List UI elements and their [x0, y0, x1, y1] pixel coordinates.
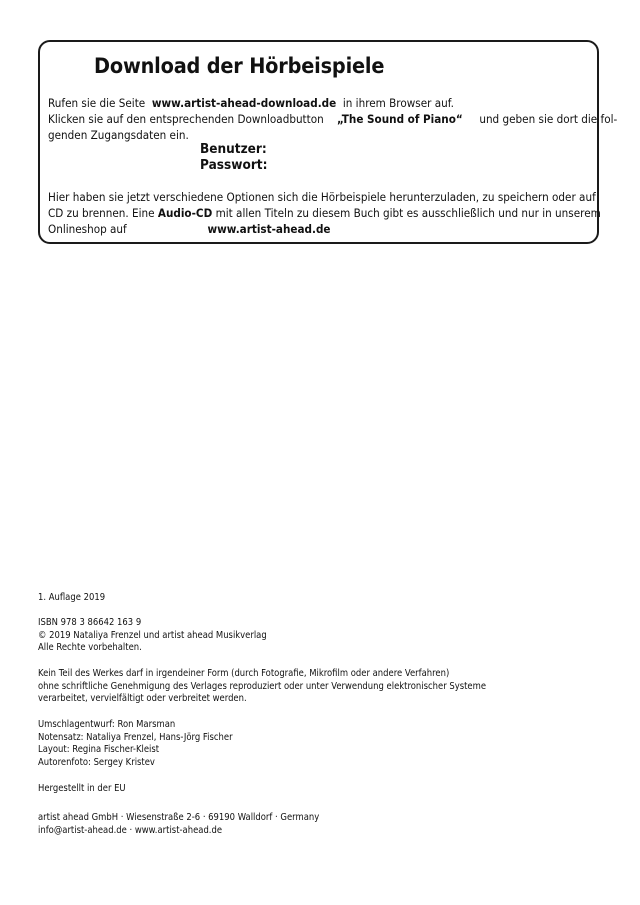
- instruction-text: Rufen sie die Seite: [48, 96, 146, 110]
- options-line-2: [48, 205, 601, 221]
- shop-url: www.artist-ahead.de: [207, 222, 331, 236]
- instruction-text: Klicken sie auf den entsprechenden Downloadbutton: [48, 112, 324, 126]
- password-label: Passwort:: [200, 157, 268, 173]
- made-in-text: Hergestellt in der EU: [38, 783, 126, 794]
- publisher-address: artist ahead GmbH · Wiesenstraße 2-6 · 69190 Walldorf · Germany: [38, 812, 320, 823]
- imprint-notice-block: [38, 668, 486, 706]
- isbn-text: ISBN 978 3 86642 163 9: [38, 617, 142, 628]
- audio-cd-label: Audio-CD: [157, 206, 213, 220]
- instruction-line-1: [48, 95, 454, 111]
- rights-text: Alle Rechte vorbehalten.: [38, 642, 142, 653]
- imprint-origin: [38, 783, 126, 796]
- options-text: mit allen Titeln zu diesem Buch gibt es ausschließlich und nur in unserem: [215, 206, 601, 220]
- cover-credit: Umschlagentwurf: Ron Marsman: [38, 719, 176, 730]
- notice-line: verarbeitet, vervielfältigt oder verbreitet werden.: [38, 693, 247, 704]
- download-button-name: „The Sound of Piano“: [337, 112, 463, 126]
- download-url: www.artist-ahead-download.de: [151, 96, 337, 110]
- layout-credit: Layout: Regina Fischer-Kleist: [38, 744, 160, 755]
- photo-credit: Autorenfoto: Sergey Kristev: [38, 756, 155, 768]
- instruction-line-2: [48, 111, 617, 127]
- notes-credit: Notensatz: Nataliya Frenzel, Hans-Jörg Fischer: [38, 731, 233, 743]
- instruction-line-3: genden Zugangsdaten ein.: [48, 128, 189, 142]
- options-text: CD zu brennen. Eine: [48, 206, 155, 220]
- options-line-1: Hier haben sie jetzt verschiedene Optionen sich die Hörbeispiele herunterzuladen, zu speichern oder auf: [48, 190, 596, 204]
- notice-line: Kein Teil des Werkes darf in irgendeiner Form (durch Fotografie, Mikrofilm oder andere Verfahren): [38, 668, 450, 679]
- imprint-rights-block: [38, 617, 267, 655]
- imprint-credits-block: [38, 719, 233, 769]
- user-label: Benutzer:: [200, 141, 267, 157]
- notice-line: ohne schriftliche Genehmigung des Verlages reproduziert oder unter Verwendung elektronischer Systeme: [38, 680, 487, 692]
- copyright-text: © 2019 Nataliya Frenzel und artist ahead Musikverlag: [38, 629, 267, 641]
- publisher-contact: info@artist-ahead.de · www.artist-ahead.de: [38, 824, 223, 836]
- imprint-edition: [38, 592, 105, 605]
- options-text: Onlineshop auf: [48, 222, 127, 236]
- imprint-publisher-block: [38, 812, 319, 837]
- download-title: Download der Hörbeispiele: [94, 54, 385, 78]
- instruction-text: in ihrem Browser auf.: [342, 96, 454, 110]
- options-line-3: [48, 221, 331, 237]
- instruction-text: und geben sie dort die fol-: [479, 112, 618, 126]
- edition-text: 1. Auflage 2019: [38, 592, 106, 603]
